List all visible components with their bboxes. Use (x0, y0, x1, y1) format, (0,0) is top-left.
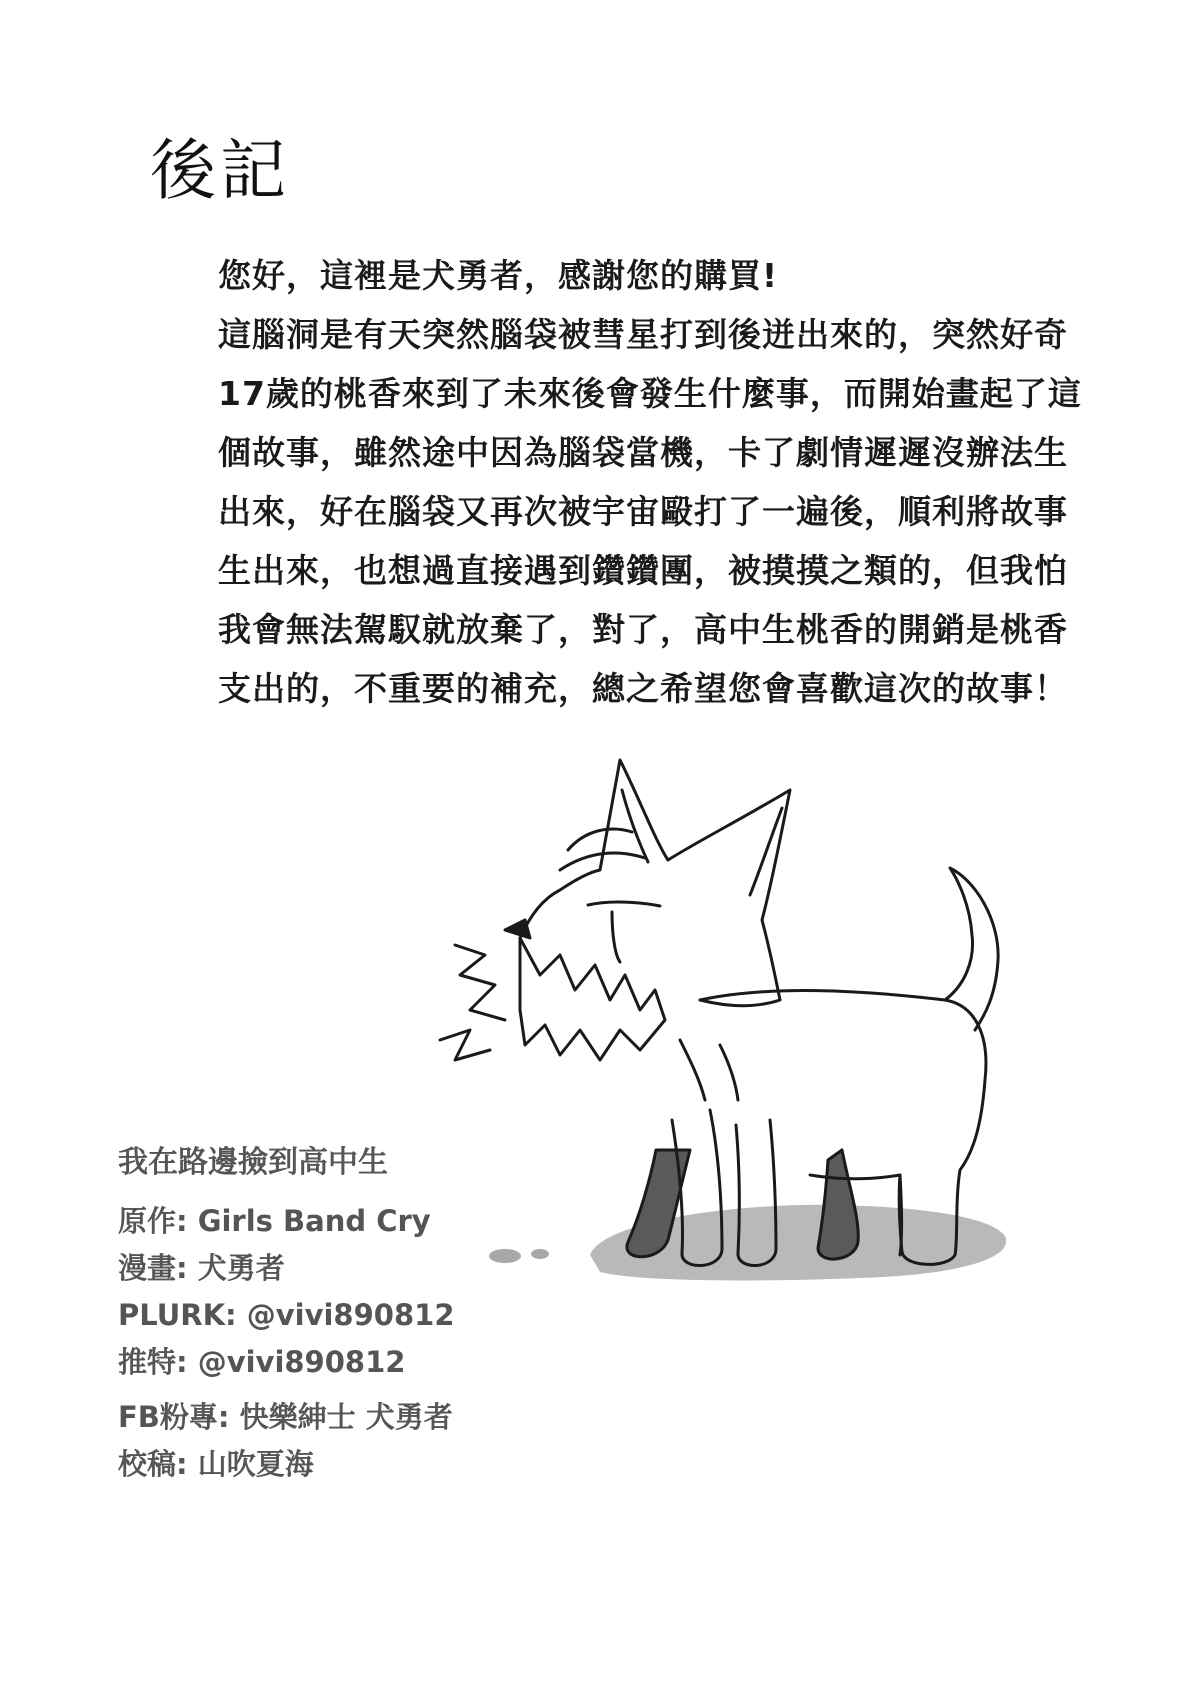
dog-mouth (520, 938, 665, 1060)
dog-ear-inner (622, 790, 648, 862)
afterword-line: 這腦洞是有天突然腦袋被彗星打到後迸出來的，突然好奇 (218, 315, 1068, 354)
book-title: 我在路邊撿到高中生 (118, 1145, 388, 1180)
dog-hind-leg (900, 1175, 902, 1255)
dog-tail (945, 868, 998, 1030)
afterword-line: 我會無法駕馭就放棄了，對了，高中生桃香的開銷是桃香 (218, 610, 1068, 649)
credit-facebook: FB粉專: 快樂紳士 犬勇者 (118, 1400, 453, 1434)
afterword-line: 出來，好在腦袋又再次被宇宙毆打了一遍後，順利將故事 (218, 492, 1068, 531)
bark-line-icon (455, 945, 505, 1020)
afterword-line: 個故事，雖然途中因為腦袋當機，卡了劇情遲遲沒辦法生 (218, 433, 1068, 472)
dog-fur (568, 829, 632, 850)
afterword-line: 生出來，也想過直接遇到鑽鑽團，被摸摸之類的，但我怕 (218, 551, 1068, 590)
afterword-text (218, 246, 1082, 718)
shadow-dot (531, 1249, 549, 1259)
dog-back-leg (818, 1150, 858, 1259)
dog-brow (588, 902, 660, 906)
afterword-line: 您好，這裡是犬勇者，感謝您的購買! (218, 256, 779, 295)
shadow-dot (489, 1249, 521, 1263)
dog-eye (612, 912, 620, 962)
afterword-line: 17歲的桃香來到了未來後會發生什麼事，而開始畫起了這 (218, 374, 1082, 413)
credit-manga: 漫畫: 犬勇者 (118, 1251, 285, 1285)
afterword-line: 支出的，不重要的補充，總之希望您會喜歡這次的故事！ (218, 669, 1068, 708)
credit-original: 原作: Girls Band Cry (118, 1204, 431, 1238)
dog-chest-fur (720, 1045, 738, 1100)
page-title: 後記 (150, 132, 290, 209)
dog-nose (505, 920, 530, 938)
credit-proofreading: 校稿: 山吹夏海 (118, 1447, 314, 1481)
credit-twitter: 推特: @vivi890812 (118, 1345, 406, 1379)
dog-chest-fur (680, 1040, 705, 1100)
bark-line-icon (440, 1030, 490, 1060)
barking-dog-illustration (430, 720, 1080, 1360)
credit-plurk: PLURK: @vivi890812 (118, 1298, 455, 1332)
